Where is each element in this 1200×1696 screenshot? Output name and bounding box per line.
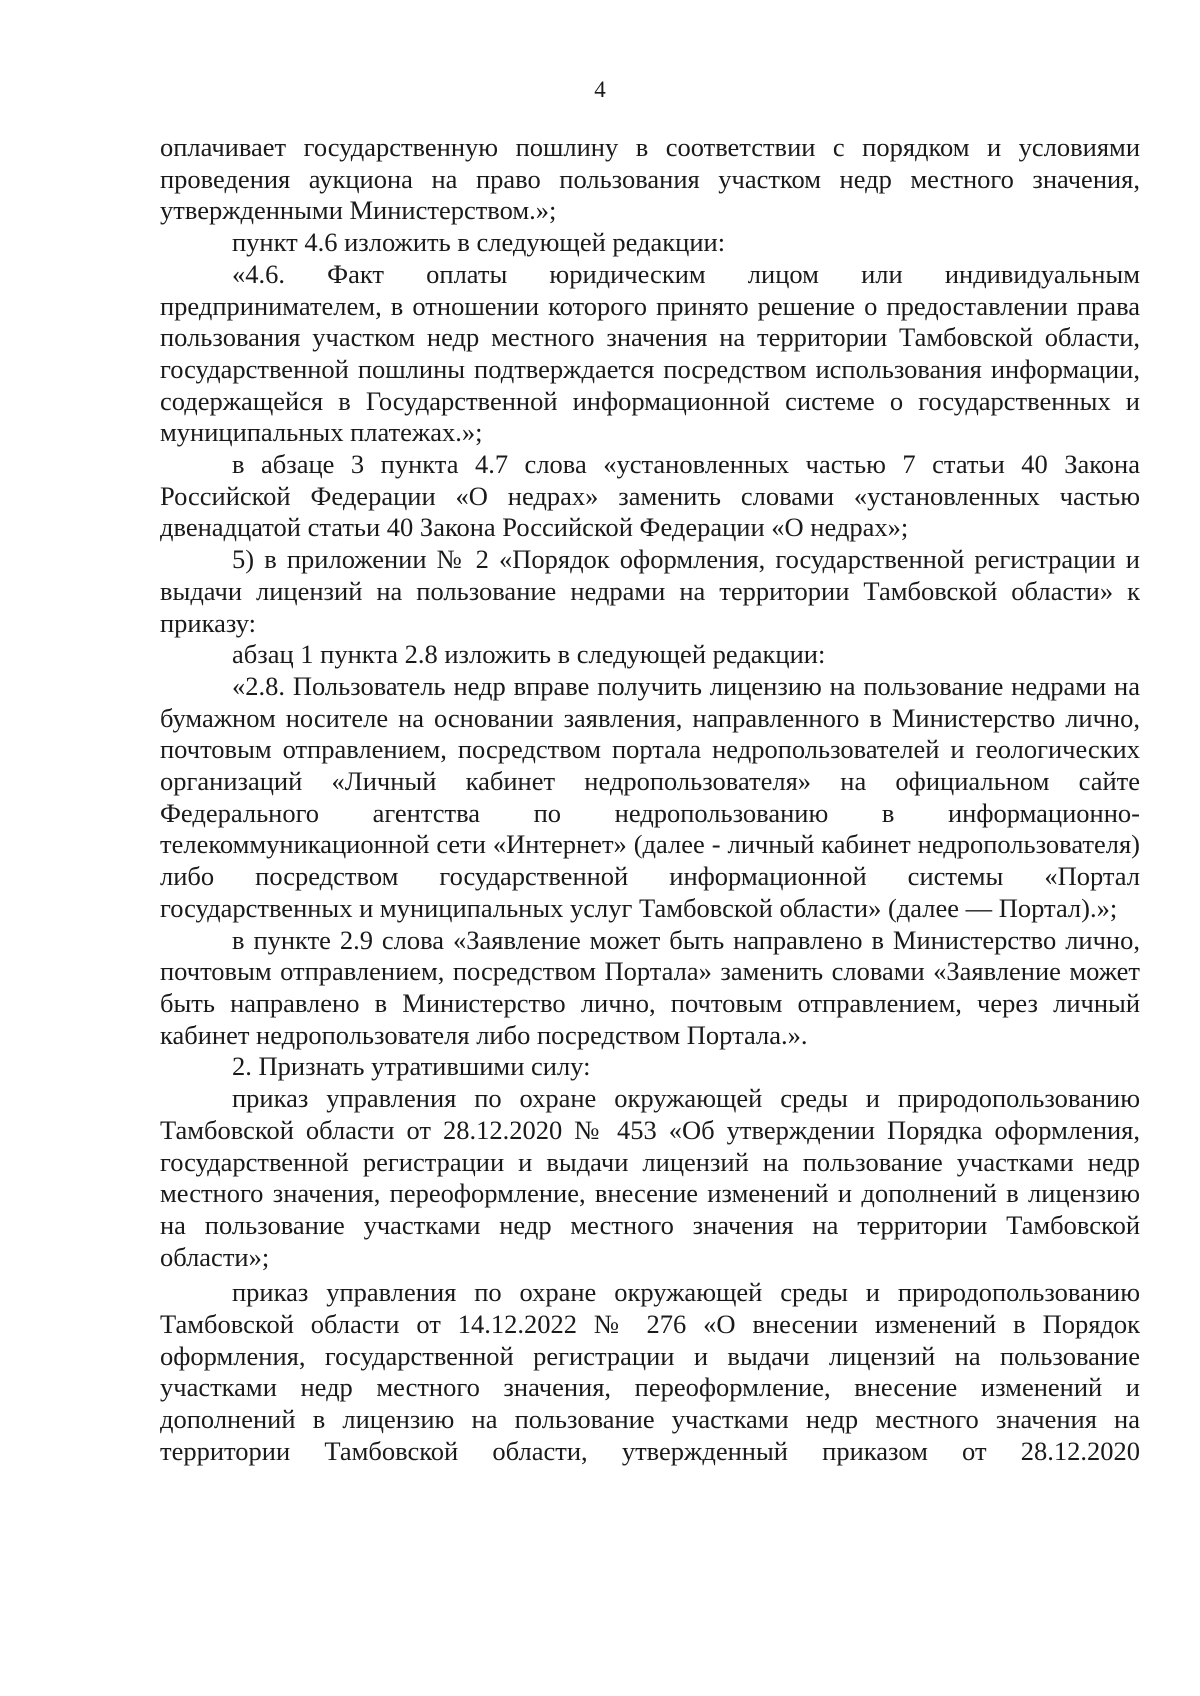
- document-body: [160, 132, 1140, 1468]
- paragraph-item-4-6-text: «4.6. Факт оплаты юридическим лицом или индивидуальным предпринимателем, в отношении которого принято решение о предоставлении права пользования участком недр местного значения на территории Тамбовской области, государственной пошлины подтверждается посредством использования информации, содержащейся в Государственной информационной системе о государственных и муниципальных платежах.»;: [160, 258, 1140, 448]
- paragraph-item-2-8-intro: абзац 1 пункта 2.8 изложить в следующей редакции:: [232, 639, 826, 670]
- paragraph-item-4-7: в абзаце 3 пункта 4.7 слова «установленных частью 7 статьи 40 Закона Российской Федерации «О недрах» заменить словами «установленных частью двенадцатой статьи 40 Закона Российской Федерации «О недрах»;: [160, 449, 1140, 543]
- paragraph-item-2-9: в пункте 2.9 слова «Заявление может быть направлено в Министерство лично, почтовым отправлением, посредством Портала» заменить словами «Заявление может быть направлено в Министерство лично, почтовым отправлением, через личный кабинет недропользователя либо посредством Портала.».: [160, 924, 1140, 1050]
- paragraph-item-2-8-text: «2.8. Пользователь недр вправе получить лицензию на пользование недрами на бумажном носителе на основании заявления, направленного в Министерство лично, почтовым отправлением, посредством портала недропользователей и геологических организаций «Личный кабинет недропользователя» на официальном сайте Федерального агентства по недропользованию в информационно-телекоммуникационной сети «Интернет» (далее - личный кабинет недропользователя) либо посредством государственной информационной системы «Портал государственных и муниципальных услуг Тамбовской области» (далее — Портал).»;: [160, 670, 1140, 923]
- paragraph-section-2-heading: 2. Признать утратившими силу:: [232, 1051, 591, 1082]
- paragraph-order-276: приказ управления по охране окружающей среды и природопользованию Тамбовской области от 14.12.2022 № 276 «О внесении изменений в Порядок оформления, государственной регистрации и выдачи лицензий на пользование участками недр местного значения, переоформление, внесение изменений и дополнений в лицензию на пользование участками недр местного значения на территории Тамбовской области, утвержденный приказом от 28.12.2020: [160, 1277, 1140, 1466]
- paragraph-continuation: оплачивает государственную пошлину в соответствии с порядком и условиями проведения аукциона на право пользования участком недр местного значения, утвержденными Министерством.»;: [160, 132, 1140, 226]
- paragraph-item-4-6-intro: пункт 4.6 изложить в следующей редакции:: [232, 227, 726, 258]
- paragraph-order-453: приказ управления по охране окружающей среды и природопользованию Тамбовской области от 28.12.2020 № 453 «Об утверждении Порядка оформления, государственной регистрации и выдачи лицензий на пользование участками недр местного значения, переоформление, внесение изменений и дополнений в лицензию на пользование участками недр местного значения на территории Тамбовской области»;: [160, 1083, 1140, 1272]
- paragraph-appendix-2: 5) в приложении № 2 «Порядок оформления, государственной регистрации и выдачи лицензий на пользование недрами на территории Тамбовской области» к приказу:: [160, 544, 1140, 638]
- page-number: 4: [594, 77, 606, 102]
